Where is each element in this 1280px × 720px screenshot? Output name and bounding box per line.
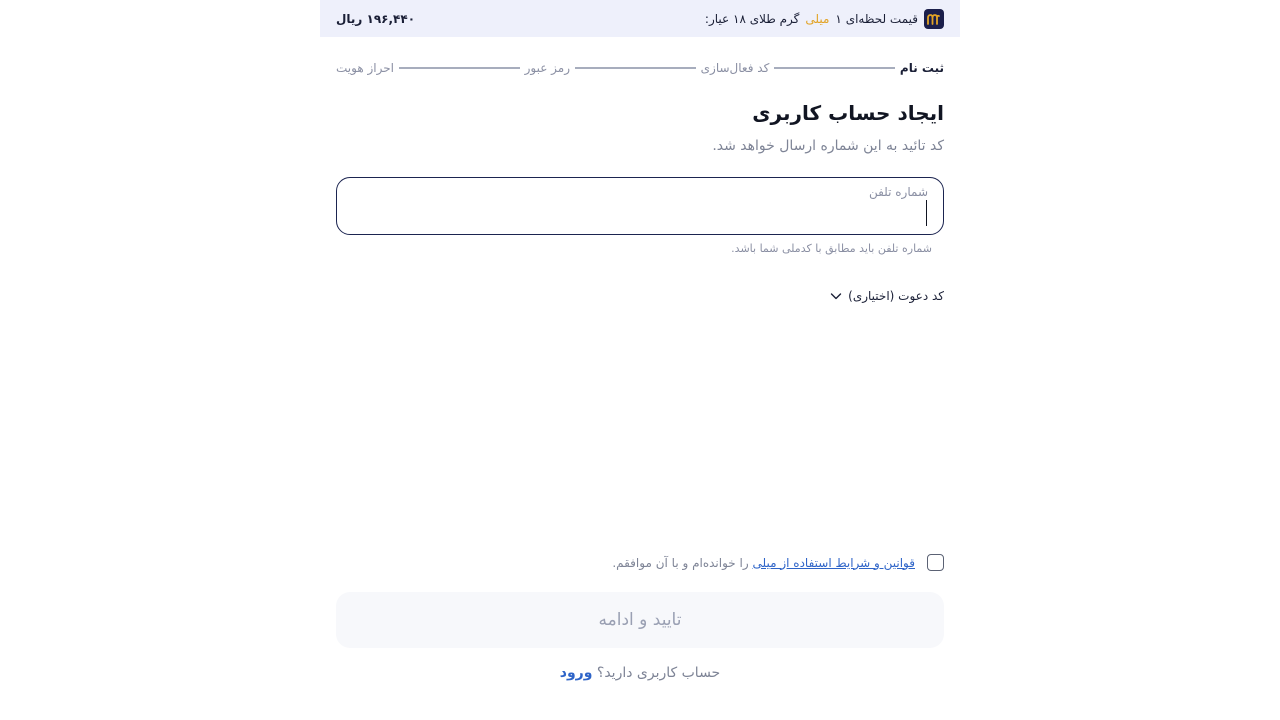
price-label-suffix: گرم طلای ۱۸ عیار: — [704, 11, 800, 26]
page-subtitle: کد تائید به این شماره ارسال خواهد شد. — [712, 138, 944, 154]
terms-link[interactable]: قوانین و شرایط استفاده از میلی — [752, 555, 915, 570]
terms-checkbox[interactable] — [927, 554, 944, 571]
step-activation-code: کد فعال‌سازی — [700, 61, 770, 75]
price-label-brand: میلی — [805, 11, 830, 26]
gold-price-value: ۱۹۶,۴۴۰ ریال — [336, 11, 416, 26]
invite-code-toggle[interactable] — [830, 289, 944, 303]
price-label-prefix: قیمت لحظه‌ای ۱ — [835, 11, 918, 26]
phone-field[interactable] — [336, 177, 944, 235]
terms-suffix: را خوانده‌ام و با آن موافقم. — [612, 555, 749, 570]
login-prompt: حساب کاربری دارید؟ — [596, 665, 721, 681]
phone-field-label: شماره تلفن — [868, 185, 928, 199]
step-connector — [399, 67, 520, 69]
step-signup: ثبت نام — [899, 61, 944, 75]
terms-agreement — [612, 554, 944, 571]
gold-price-bar — [320, 0, 960, 37]
login-prompt-line — [320, 665, 960, 681]
step-identity-verification: احراز هویت — [336, 61, 394, 75]
text-caret — [926, 200, 927, 226]
phone-input[interactable] — [357, 200, 927, 226]
signup-stepper — [336, 58, 944, 78]
step-password: رمز عبور — [524, 61, 571, 75]
step-connector — [575, 67, 696, 69]
brand-logo-icon — [924, 9, 944, 29]
chevron-down-icon — [830, 290, 842, 302]
page-title: ایجاد حساب کاربری — [752, 101, 944, 125]
price-label-group — [705, 9, 944, 29]
terms-text — [612, 556, 915, 570]
brand-logo-glyph — [927, 13, 941, 25]
login-link[interactable]: ورود — [559, 665, 593, 681]
phone-helper-text: شماره تلفن باید مطابق با کدملی شما باشد. — [731, 242, 932, 255]
invite-code-label: کد دعوت (اختیاری) — [848, 289, 944, 303]
step-connector — [774, 67, 895, 69]
signup-page — [320, 0, 960, 720]
confirm-continue-button[interactable]: تایید و ادامه — [336, 592, 944, 648]
